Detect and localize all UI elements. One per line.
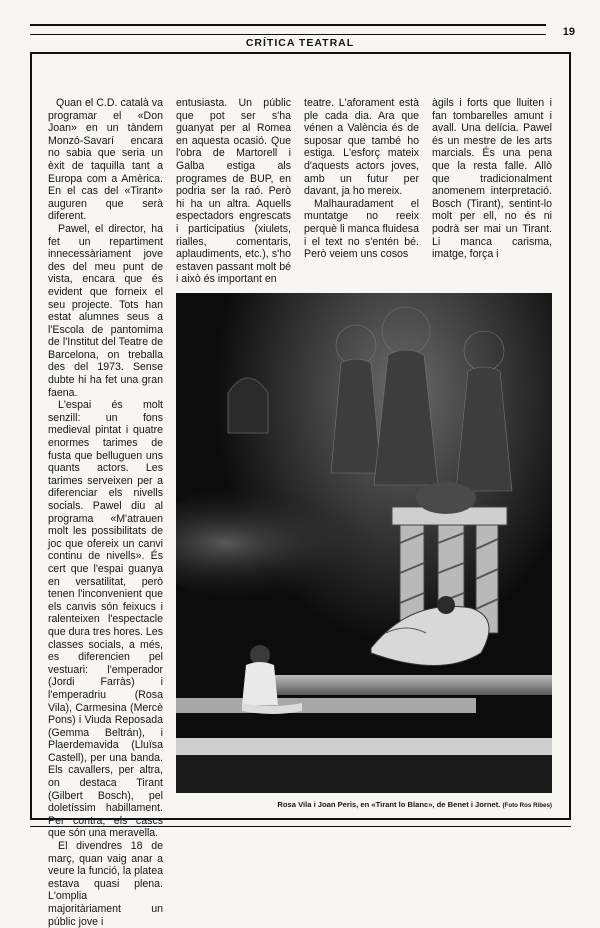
paragraph-director: Pawel, el director, ha fet un repartiment innecessàriament jove des del meu punt de vista, encara que és evident que forneix el seu projecte. Tots han estat alumnes seus a l'Escola de pantomima de l'Institut del Teatre de Barcelona, on treballa des del 1973. Sense dubte hi ha fet una gran faena. xyxy=(48,222,163,399)
frame-right xyxy=(569,52,571,820)
paragraph-audience: El divendres 18 de març, quan vaig anar a veure la funció, la platea estava quasi plena. L'omplia majoritàriament un públic jove i xyxy=(48,840,163,928)
page-number: 19 xyxy=(562,26,575,38)
article-column-4 xyxy=(432,97,552,261)
section-title: CRÍTICA TEATRAL xyxy=(245,37,355,49)
frame-left xyxy=(30,52,32,820)
caption-text: Rosa Vila i Joan Peris, en «Tirant lo Blanc», de Benet i Jornet. xyxy=(277,800,501,809)
photo-credit: (Foto Ros Ribes) xyxy=(502,802,552,809)
photo-caption xyxy=(176,800,552,809)
top-rule-thin xyxy=(30,34,546,35)
paragraph-theatre: teatre. L'aforament està ple cada dia. Ara que vénen a València és de suposar que també ho estiga. L'esforç mateix d'aquests actors joves, amb un futur per davant, ja ho mereix. xyxy=(304,97,419,198)
stage-photograph xyxy=(176,293,552,793)
paragraph-audience-cont: entusiasta. Un públic que pot ser s'ha guanyat per al Romea en aquesta ocasió. Que l'obra de Martorell i Galba estiga als programes de BUP, en podria ser la raó. Però hi ha un altra. Aquells espectadors engrescats i participatius (xiulets, rialles, comentaris, aplaudiments, etc.), s'ho estaven passant molt bé i això és important en xyxy=(176,97,291,286)
article-column-1 xyxy=(48,97,163,928)
article-column-2 xyxy=(176,97,291,286)
paragraph-intro: Quan el C.D. català va programar el «Don Joan» en un tàndem Monzó-Savarí encara no sabia que seria un èxit de taquilla tant a Europa com a Amèrica. En el cas del «Tirant» auguren que serà diferent. xyxy=(48,97,163,223)
header-rule xyxy=(30,52,571,54)
top-rule-thick xyxy=(30,24,546,26)
paragraph-space: L'espai és molt senzill: un fons medieval pintat i quatre enormes tarimes de fusta que belluguen uns quants actors. Les tarimes serveixen per a diferenciar els nivells socials. Pawel diu al programa «M'atrauen molt les possibilitats de joc que ofereix un canvi continu de nivells». És cert que l'espai guanya en versatilitat, però tenen l'inconvenient que els canvis són feixucs i ralenteixen l'espectacle que dura tres hores. Les classes socials, a més, es diferencien pel vestuari: l'emperador (Jordi Farràs) i l'emperadriu (Rosa Vila), Carmesina (Mercè Pons) i Viuda Reposada (Gemma Beltrán), i Plaerdemavida (Lluïsa Castell), per una banda. Els cavallers, per altra, on destaca Tirant (Gilbert Bosch), pel doletíssim habillament. Per contra, els cascs que són una meravella. xyxy=(48,399,163,840)
paragraph-actors: àgils i forts que lluiten i fan tombarelles amunt i avall. Una delícia. Pawel és un mestre de les arts marcials. És una pena que la resta falle. Allò que tradicionalment anomenem interpretació. Bosch (Tirant), sentint-lo molt per ell, no és ni podrà ser mai un Tirant. Li manca carisma, imatge, força i xyxy=(432,97,552,261)
article-column-3 xyxy=(304,97,419,261)
paragraph-staging: Malhauradament el muntatge no reeix perquè li manca fluidesa i el text no s'entén bé. Però veiem uns cosos xyxy=(304,197,419,261)
